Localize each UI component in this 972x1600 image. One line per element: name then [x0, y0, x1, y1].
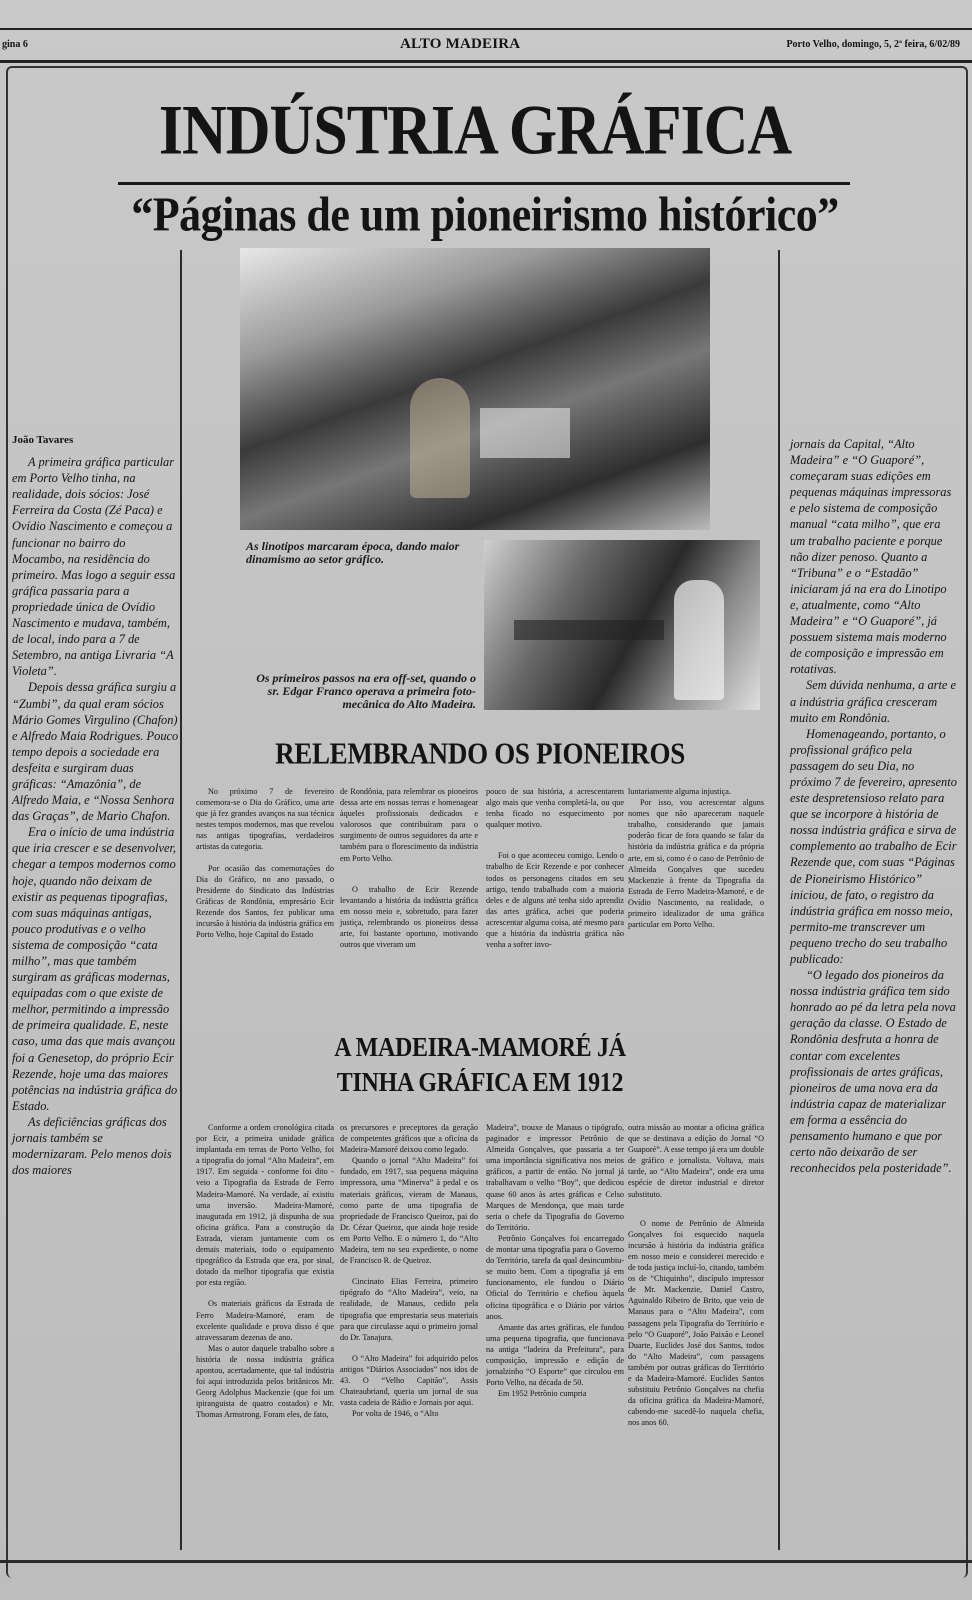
section2-column-4: [628, 1122, 764, 1428]
section2-paragraph: Madeira”, trouxe de Manaus o tipógrafo, paginador e impressor Petrônio de Almeida Gonçalves, que passaria a ter uma importância significativa nos meios gráficos, a partir de então. No jornal já trabalhavam o velho “Boy”, que dedicou quase 60 anos às artes gráficas e Celso Marques de Mendonça, que mais tarde seria o chefe da Tipografia do Governo do Território.: [486, 1123, 624, 1232]
section1-paragraph: de Rondônia, para relembrar os pioneiros dessa arte em nossas terras e homenagear àqueles profissionais dedicados e valorosos que contribuíram para o surgimento de outros seguidores da arte e também para o florescimento da indústria em Porto Velho.: [340, 787, 478, 863]
left-paragraph: Era o início de uma indústria que iria crescer e se desenvolver, chegar a tempos modernos como hoje, quando não deixam de existir as pequenas tipografias, com suas máquinas antigas, pouco produtivas e o velho sistema de composição “cata milho”, mas que também surgiram as gráficas modernas, equipadas com o que existe de melhor, permitindo a impressão de primeira qualidade. E, neste caso, uma das que mais avançou foi a Genesetop, do próprio Ecir Rezende, hoje uma das maiores potências na indústria gráfica do Estado.: [12, 825, 178, 1113]
right-paragraph: Sem dúvida nenhuma, a arte e a indústria gráfica cresceram muito em Rondônia.: [790, 678, 957, 725]
byline: João Tavares: [12, 434, 74, 446]
section2-paragraph: os precursores e preceptores da geração de competentes gráficos que a oficina da Madeira-Mamoré deixou como legado.: [340, 1123, 478, 1155]
left-paragraph: Depois dessa gráfica surgiu a “Zumbi”, da qual eram sócios Mário Gomes Virgulino (Chafon) e Alfredo Maia Rodrigues. Pouco tempo depois a sociedade era desfeita e surgiram duas gráficas: “Amazônia”, de Alfredo Maia, e “Nossa Senhora das Graças”, de Mario Chafon.: [12, 680, 179, 824]
section1-paragraph: Por ocasião das comemorações do Dia do Gráfico, no ano passado, o Presidente do Sindicato das Indústrias Gráficas de Rondônia, empresário Ecir Rezende dos Santos, fez publicar uma incursão à história da indústria gráfica em Porto Velho, hoje Capital do Estado: [196, 863, 334, 940]
section-heading-madeira-line2: TINHA GRÁFICA EM 1912: [336, 1068, 624, 1098]
section1-column-2: [340, 786, 478, 950]
right-paragraph: “O legado dos pioneiros da nossa indústria gráfica tem sido honrado ao pé da letra pela nova geração da classe. O Estado de Rondônia desfruta a honra de contar com excelentes profissionais de artes gráficas, pioneiros de uma nova era da indústria capaz de materializar em forma a essência do pensamento humano e que por certo não deixarão de ser reconhecidos pela posteridade”.: [790, 968, 956, 1176]
section2-column-1: [196, 1122, 334, 1420]
section2-paragraph: outra missão ao montar a oficina gráfica que se destinava a edição do Jornal “O Guaporé”. A esse tempo já era um double de gráfico e jornalista. Voltava, mais tarde, ao “Alto Madeira”, onde era uma espécie de diretor industrial e diretor substituto.: [628, 1123, 764, 1199]
paper-name: ALTO MADEIRA: [400, 36, 521, 52]
section-heading-pioneers: RELEMBRANDO OS PIONEIROS: [275, 736, 685, 771]
section1-paragraph: Por isso, vou acrescentar alguns nomes que não apareceram naquele trabalho, considerando que jamais poderão ficar de fora quando se falar da história da indústria gráfica e da própria arte, em si, como é o caso de Petrônio de Almeida Gonçalves que sucedeu Mackenzie à frente da Tipografia da Estrada de Ferro Madeira-Mamoré, e de Ovídio Nascimento, na realidade, o primeiro idealizador de uma gráfica particular em Porto Velho.: [628, 798, 764, 930]
photo-figure: [410, 378, 470, 498]
right-column: [790, 436, 958, 1176]
section2-paragraph: Em 1952 Petrônio cumpria: [498, 1389, 587, 1399]
column-rule-left: [180, 250, 182, 1550]
section2-paragraph: Conforme a ordem cronológica citada por Ecir, a primeira unidade gráfica implantada em terras de Porto Velho, foi a tipografia do jornal “Alto Madeira”, em 1917. Em seguida - conforme foi dito - veio a Tipografia da Estrada de Ferro Madeira-Mamoré. Na verdade, aí existiu uma inversão. Madeira-Mamoré, inaugurada em 1912, já dispunha de sua oficina gráfica. Para a construção da Estrada, vieram juntamente com os demais materiais, todo o equipamento tipográfico da Estrada que era, por sinal, dotado da melhor tipografia que existia por esta região.: [196, 1123, 334, 1288]
section2-paragraph: Cincinato Elias Ferreira, primeiro tipógrafo do “Alto Madeira”, veio, na realidade, de Manaus, cedido pela tipografia que emprestaria seus materiais para que circulasse aqui o primeiro jornal do Dr. Tanajura.: [340, 1277, 478, 1342]
left-column: [12, 432, 180, 1178]
left-paragraph: A primeira gráfica particular em Porto Velho tinha, na realidade, dois sócios: José Ferreira da Costa (Zé Paca) e Ovídio Nascimento e começou a funcionar no bairro do Mocambo, na residência do primeiro. Mas logo a seguir essa gráfica passaria para a propriedade única de Ovídio Nascimento e mudava, também, de local, indo para a 7 de Setembro, na antiga Livraria “A Violeta”.: [12, 455, 176, 679]
headline-title: INDÚSTRIA GRÁFICA: [158, 91, 792, 170]
photo-caption-1: As linotipos marcaram época, dando maior dinamismo ao setor gráfico.: [246, 539, 460, 566]
section2-paragraph: Petrônio Gonçalves foi encarregado de montar uma tipografia para o Governo do Território, tarefa da qual desincumbiu-se muito bem. Com a tipografia já em funcionamento, ele fundou o Diário Oficial do Território e chefiou àquela oficina tipográfica e o Diário por vários anos.: [486, 1233, 624, 1321]
section1-paragraph: pouco de sua história, a acrescentarem algo mais que venha completá-la, ou que tenha ficado no esquecimento por qualquer motivo.: [486, 787, 624, 830]
section2-paragraph: Por volta de 1946, o “Alto: [352, 1409, 439, 1419]
section1-column-4: [628, 786, 764, 930]
right-paragraph: Homenageando, portanto, o profissional gráfico pela passagem do seu Dia, no próximo 7 de fevereiro, apresento este despretensioso relato para que se incorpore à história de nossa indústria gráfica e sirva de complemento ao trabalho de Ecir Rezende que, com suas “Páginas de Pioneirismo Histórico” iniciou, de fato, o registro da indústria gráfica em nosso meio, permito-me transcrever um pequeno trecho do seu trabalho publicado:: [790, 726, 957, 966]
section2-paragraph: O “Alto Madeira” foi adquirido pelos antigos “Diários Associados” nos idos de 43. O “Velho Capitão”, Assis Chateaubriand, queria um jornal de sua vasta cadeia de Rádio e Jornais por aqui.: [340, 1353, 478, 1408]
section2-paragraph: Mas o autor daquele trabalho sobre a história de nossa indústria gráfica apontou, acertadamente, que tal indústria foi aqui introduzida pelos britânicos Mr. Georg Adolphus Mackenzie (que foi um ipiranguista de quatro costados) e Mr. Thomas Armstrong. Foram eles, de fato,: [196, 1343, 334, 1420]
section1-paragraph: Foi o que aconteceu comigo. Lendo o trabalho de Ecir Rezende e por conhecer todos os personagens citados em seu artigo, tendo trabalhado com a maioria deles e de alguns até tenha sido aprendiz das artes gráfica, achei que poderia acrescentar alguma coisa, até mesmo para que a história da indústria gráfica não venha a sofrer invo-: [486, 851, 624, 950]
section1-paragraph: O trabalho de Ecir Rezende levantando a história da indústria gráfica em nosso meio e, sobretudo, para fazer justiça, relembrando os pioneiros dessa arte, foi bastante oportuno, motivando outros que viveram um: [340, 884, 478, 950]
section2-paragraph: O nome de Petrônio de Almeida Gonçalves foi esquecido naquela incursão à história da indústria gráfica em nosso meio e considerei merecido e de toda justiça incluí-lo, citando, também os de “Chiquinho”, discípulo impressor de Mr. Mackenzie, Daniel Castro, Aguinaldo Ribeiro de Brito, que veio de Manaus para o “Alto Madeira”, com passagens pela Tipografia do Território e pelo “O Guaporé”, João Paixão e Leonel Duarte, Euclides José dos Santos, todos do “Alto Madeira”, com passagens também por outras gráficas do Território e da Madeira-Mamoré. Euclides Santos substituiu Petrônio Gonçalves na chefia da oficina gráfica da Madeira-Mamoré, cabendo-me sucedê-lo naquela chefia, nos anos 60.: [628, 1218, 764, 1428]
offset-photo: [484, 540, 760, 710]
right-paragraph: jornais da Capital, “Alto Madeira” e “O Guaporé”, começaram suas edições em pequenas máquinas impressoras e pelo sistema de composição manual “cata milho”, que era um trabalho paciente e porque não dizer penoso. Quanto a “Tribuna” e o “Estadão” iniciaram já na era do Linotipo e, atualmente, como “Alto Madeira” e “O Guaporé”, já possuem sistema mais moderno de composição e impressão em rotativas.: [790, 437, 952, 677]
section2-column-2: [340, 1122, 478, 1419]
section-heading-madeira-line1: A MADEIRA-MAMORÉ JÁ: [334, 1033, 626, 1063]
page-number: gina 6: [2, 39, 28, 50]
section1-paragraph: luntariamente alguma injustiça.: [628, 787, 731, 796]
bottom-divider: [0, 1560, 972, 1563]
photo-machine-detail: [514, 620, 664, 640]
headline-subtitle: “Páginas de um pioneirismo histórico”: [131, 187, 839, 242]
column-rule-right: [778, 250, 780, 1550]
photo-machine-detail: [480, 408, 570, 458]
photo-caption-2: Os primeiros passos na era off-set, quando o sr. Edgar Franco operava a primeira foto-mecânica do Alto Madeira.: [256, 671, 476, 711]
left-paragraph: As deficiências gráficas dos jornais também se modernizaram. Pelo menos dois dos maiores: [12, 1114, 172, 1178]
section2-paragraph: Quando o jornal “Alto Madeira” foi fundado, em 1917, sua pequena máquina impressora, uma “Minerva” à pedal e os materiais gráficos, vieram de Manaus, como parte de uma tipografia de propriedade de Francisco Queiroz, pai do Dr. Cézar Queiroz, que ainda hoje reside em Porto Velho. E o número 1, do “Alto Madeira, tem no seu expediente, o nome de Francisco R. de Queiroz.: [340, 1156, 478, 1266]
section1-column-1: [196, 786, 334, 940]
section1-paragraph: No próximo 7 de fevereiro comemora-se o Dia do Gráfico, uma arte que já fez grandes avanços na sua técnica nestes tempos modernos, mas que revelou nas antigas tipografias, verdadeiros artistas da categoria.: [196, 787, 334, 852]
dateline: Porto Velho, domingo, 5, 2ª feira, 6/02/89: [786, 39, 960, 50]
section1-column-3: [486, 786, 624, 950]
section2-column-3: [486, 1122, 624, 1399]
masthead: [0, 28, 972, 63]
photo-figure: [674, 580, 724, 700]
section2-paragraph: Os materiais gráficos da Estrada de Ferro Madeira-Mamoré, eram de excelente qualidade e prova disso é que atravessaram dezenas de ano.: [196, 1299, 334, 1342]
section2-paragraph: Amante das artes gráficas, ele fundou uma pequena tipografia, que funcionava na antiga “ladeira da Prefeitura”, para composição, impressão e edição de jornalzinho “O Esporte” que circulou em Porto Velho, na década de 50.: [486, 1322, 624, 1388]
linotype-photo: [240, 248, 710, 530]
